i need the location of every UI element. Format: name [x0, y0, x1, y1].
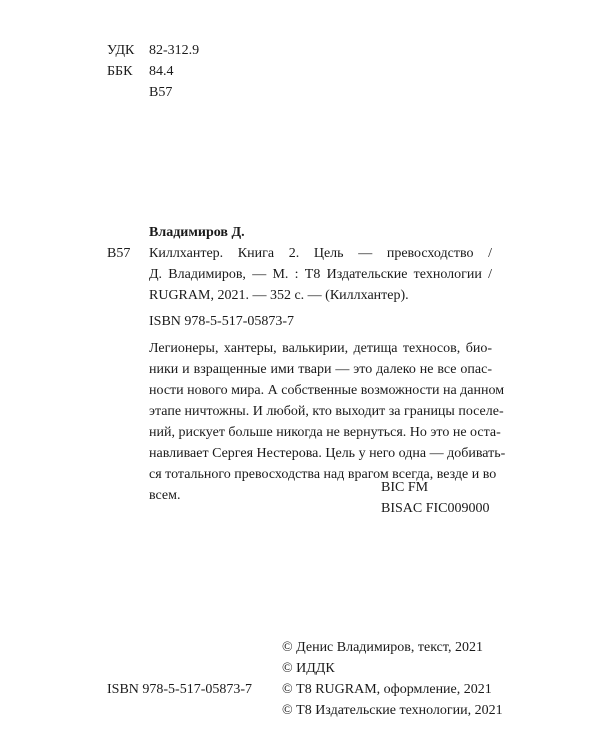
author-heading: Владимиров Д.	[149, 225, 245, 240]
classification-block	[107, 40, 199, 103]
copyright-line: © Денис Владимиров, текст, 2021	[282, 640, 483, 655]
bisac-code: BISAC FIC009000	[381, 501, 490, 516]
record-description	[149, 243, 492, 306]
author-sign-row	[107, 82, 199, 103]
footer-isbn: ISBN 978-5-517-05873-7	[107, 682, 253, 697]
author-sign: В57	[149, 85, 173, 100]
udk-label: УДК	[107, 43, 135, 58]
bbk-row	[107, 61, 199, 82]
annotation-line: ний, рискует больше никогда не вернуться. Но это не оста-	[149, 425, 501, 440]
annotation-line: всем.	[149, 488, 181, 503]
record-line: Д. Владимиров, — М. : Т8 Издательские технологии /	[149, 267, 492, 282]
record-isbn: ISBN 978-5-517-05873-7	[149, 314, 295, 329]
copyright-line: © ИДДК	[282, 661, 335, 676]
record-line: RUGRAM, 2021. — 352 с. — (Киллхантер).	[149, 288, 409, 303]
annotation-line: Легионеры, хантеры, валькирии, детища техносов, био-	[149, 341, 492, 356]
annotation-line: навливает Сергея Нестерова. Цель у него одна — добивать-	[149, 446, 506, 461]
copyright-line: © Т8 Издательские технологии, 2021	[282, 703, 503, 718]
annotation-line: ся тотального превосходства над врагом всегда, везде и во	[149, 467, 497, 482]
udk-value: 82-312.9	[149, 43, 200, 58]
copyright-line: © Т8 RUGRAM, оформление, 2021	[282, 682, 492, 697]
bic-code: BIC FM	[381, 480, 429, 495]
record-sign: В57	[107, 246, 131, 261]
annotation-line: ники и взращенные ими твари — это далеко не все опас-	[149, 362, 492, 377]
bbk-label: ББК	[107, 64, 133, 79]
annotation-line: ности нового мира. А собственные возможности на данном	[149, 383, 505, 398]
copyright-block	[282, 637, 503, 721]
udk-row	[107, 40, 199, 61]
codes-block	[381, 477, 490, 519]
record-line: Киллхантер. Книга 2. Цель — превосходство /	[149, 246, 492, 261]
bbk-value: 84.4	[149, 64, 174, 79]
annotation-line: этапе ничтожны. И любой, кто выходит за границы поселе-	[149, 404, 504, 419]
